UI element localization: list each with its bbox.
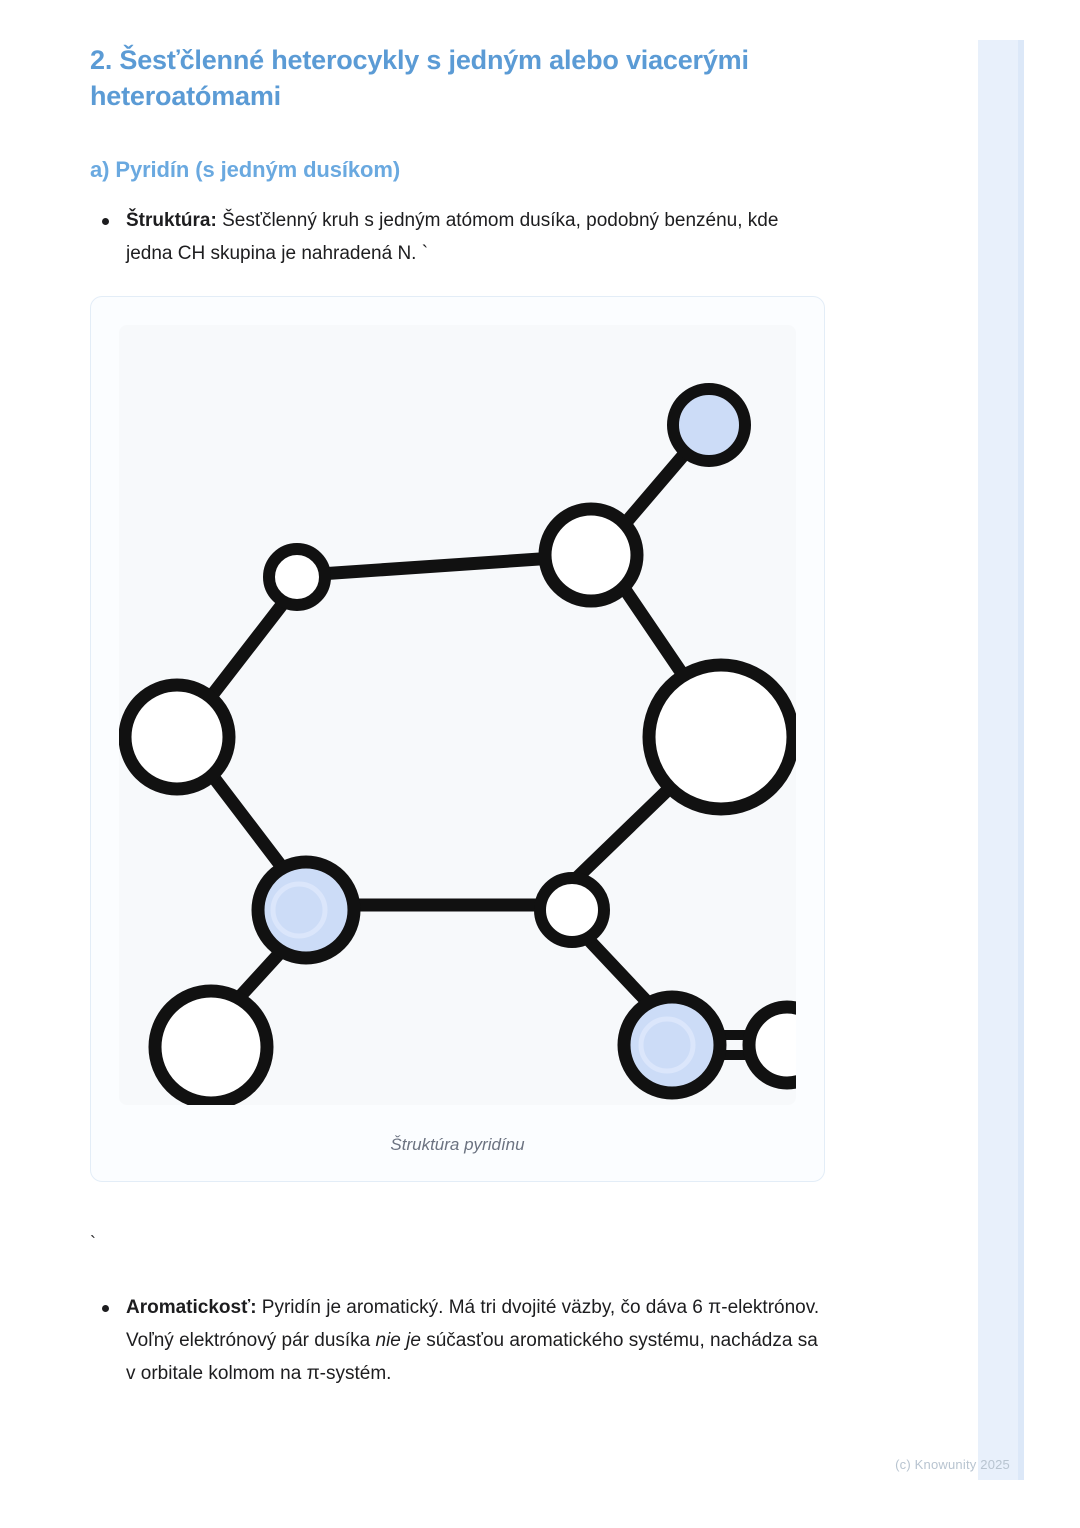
atom-node-c1	[269, 549, 325, 605]
bullet-text: Šesťčlenný kruh s jedným atómom dusíka, podobný benzénu, kde jedna CH skupina je nahradená N. `	[126, 209, 779, 264]
bullet-text-part2: súčasťou aromatického systému, nachádza sa v orbitale kolmom na π-systém.	[126, 1329, 818, 1384]
atom-node-substituent-left	[155, 991, 267, 1103]
bullet-text-emphasis: nie je	[375, 1329, 421, 1351]
molecule-diagram-pyridine	[119, 325, 796, 1105]
atom-node-c6	[125, 685, 229, 789]
pyridine-structure-svg	[119, 325, 796, 1105]
bullet-label: Aromatickosť:	[126, 1297, 257, 1319]
bond-c1-c2	[305, 557, 569, 575]
bullet-list-aromaticity	[90, 1292, 830, 1390]
atom-node-c2	[545, 509, 637, 601]
atom-node-highlight-top	[673, 389, 745, 461]
bullet-text-part1: Pyridín je aromatický. Má tri dvojité väzby, čo dáva 6 π-elektrónov. Voľný elektrónový pár dusíka	[126, 1297, 820, 1351]
atom-node-terminal-right	[749, 1007, 796, 1083]
bullet-label: Štruktúra:	[126, 209, 217, 231]
atom-node-highlight-bottom	[624, 997, 720, 1093]
atom-node-c3	[649, 665, 793, 809]
figure-card	[90, 296, 825, 1182]
document-content	[90, 42, 830, 1396]
copyright-footer: (c) Knowunity 2025	[895, 1457, 1010, 1472]
page-title: 2. Šesťčlenné heterocykly s jedným alebo viacerými heteroatómami	[90, 45, 749, 112]
bullet-list-structure	[90, 205, 830, 270]
page-side-strip-edge	[1018, 40, 1024, 1480]
stray-backtick: `	[90, 1233, 96, 1254]
section-heading: a) Pyridín (s jedným dusíkom)	[90, 156, 401, 182]
atom-group	[125, 389, 796, 1103]
figure-caption: Štruktúra pyridínu	[390, 1135, 525, 1155]
atom-node-c4	[540, 878, 604, 942]
list-item	[116, 205, 830, 270]
list-item	[116, 1292, 830, 1390]
